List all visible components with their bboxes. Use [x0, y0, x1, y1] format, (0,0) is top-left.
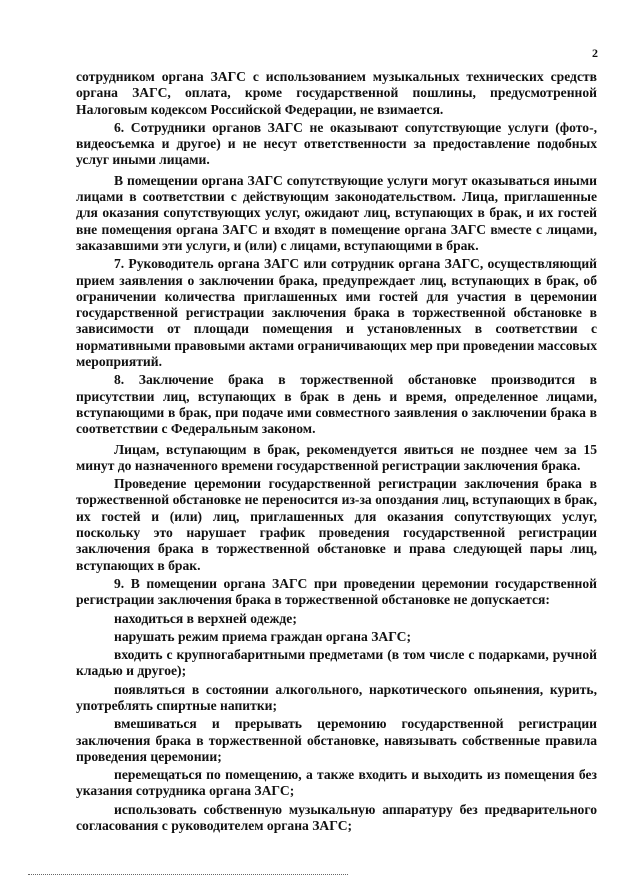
paragraph-item-6-detail: В помещении органа ЗАГС сопутствующие услуги могут оказываться иными лицами в соответствии с действующим законодательством. Лица, приглашенные для оказания сопутствующих услуг, ожидают лиц, вступающих в брак, и их гостей вне помещения органа ЗАГС и входят в помещение органа ЗАГС вместе с лицами, заказавшими эти услуги, и (или) с лицами, вступающими в брак. — [76, 172, 597, 253]
paragraph-item-6: 6. Сотрудники органов ЗАГС не оказывают сопутствующие услуги (фото-, видеосъемка и другое) и не несут ответственности за предоставление подобных услуг иными лицами. — [76, 119, 597, 168]
list-item: находиться в верхней одежде; — [114, 610, 297, 626]
list-item: вмешиваться и прерывать церемонию государственной регистрации заключения брака в торжественной обстановке, навязывать собственные правила проведения церемонии; — [76, 716, 597, 764]
paragraph-continuation: сотрудником органа ЗАГС с использованием музыкальных технических средств органа ЗАГС, оплата, кроме государственной пошлины, предусмотренной Налоговым кодексом Российской Федерации, не взимается. — [76, 69, 597, 117]
paragraph-item-7: 7. Руководитель органа ЗАГС или сотрудник органа ЗАГС, осуществляющий прием заявления о заключении брака, предупреждает лиц, вступающих в брак, об ограничении количества приглашенных ими гостей для участия в церемонии государственной регистрации заключения брака в торжественной обстановке в зависимости от площади помещения и установленных в соответствии с нормативными правовыми актами ограничивающих мер при проведении массовых мероприятий. — [76, 256, 597, 370]
paragraph-item-8-delay: Проведение церемонии государственной регистрации заключения брака в торжественной обстановке не переносится из-за опоздания лиц, вступающих в брак, их гостей и (или) лиц, приглашенных для оказания сопутствующих услуг, поскольку это нарушает график проведения государственной регистрации заключения брака в торжественной обстановке и права следующей пары лиц, вступающих в брак. — [76, 476, 597, 573]
paragraph-item-8: 8. Заключение брака в торжественной обстановке производится в присутствии лиц, вступающих в брак в день и время, определенное лицами, вступающими в брак, при подаче ими совместного заявления о заключении брака в соответствии с Федеральным законом. — [76, 372, 597, 437]
list-item: использовать собственную музыкальную аппаратуру без предварительного согласования с руководителем органа ЗАГС; — [76, 801, 597, 834]
document-body — [76, 69, 597, 836]
page-number: 2 — [592, 46, 598, 60]
paragraph-item-8-arrival: Лицам, вступающим в брак, рекомендуется явиться не позднее чем за 15 минут до назначенного времени государственной регистрации заключения брака. — [76, 441, 597, 473]
list-item: появляться в состоянии алкогольного, наркотического опьянения, курить, употреблять спиртные напитки; — [76, 681, 597, 713]
footer-divider — [28, 874, 348, 875]
paragraph-item-9: 9. В помещении органа ЗАГС при проведении церемонии государственной регистрации заключения брака в торжественной обстановке не допускается: — [76, 575, 597, 608]
list-item: нарушать режим приема граждан органа ЗАГС; — [114, 628, 412, 644]
list-item: перемещаться по помещению, а также входить и выходить из помещения без указания сотрудника органа ЗАГС; — [76, 767, 597, 799]
list-item: входить с крупногабаритными предметами (в том числе с подарками, ручной кладью и другое); — [76, 647, 597, 679]
